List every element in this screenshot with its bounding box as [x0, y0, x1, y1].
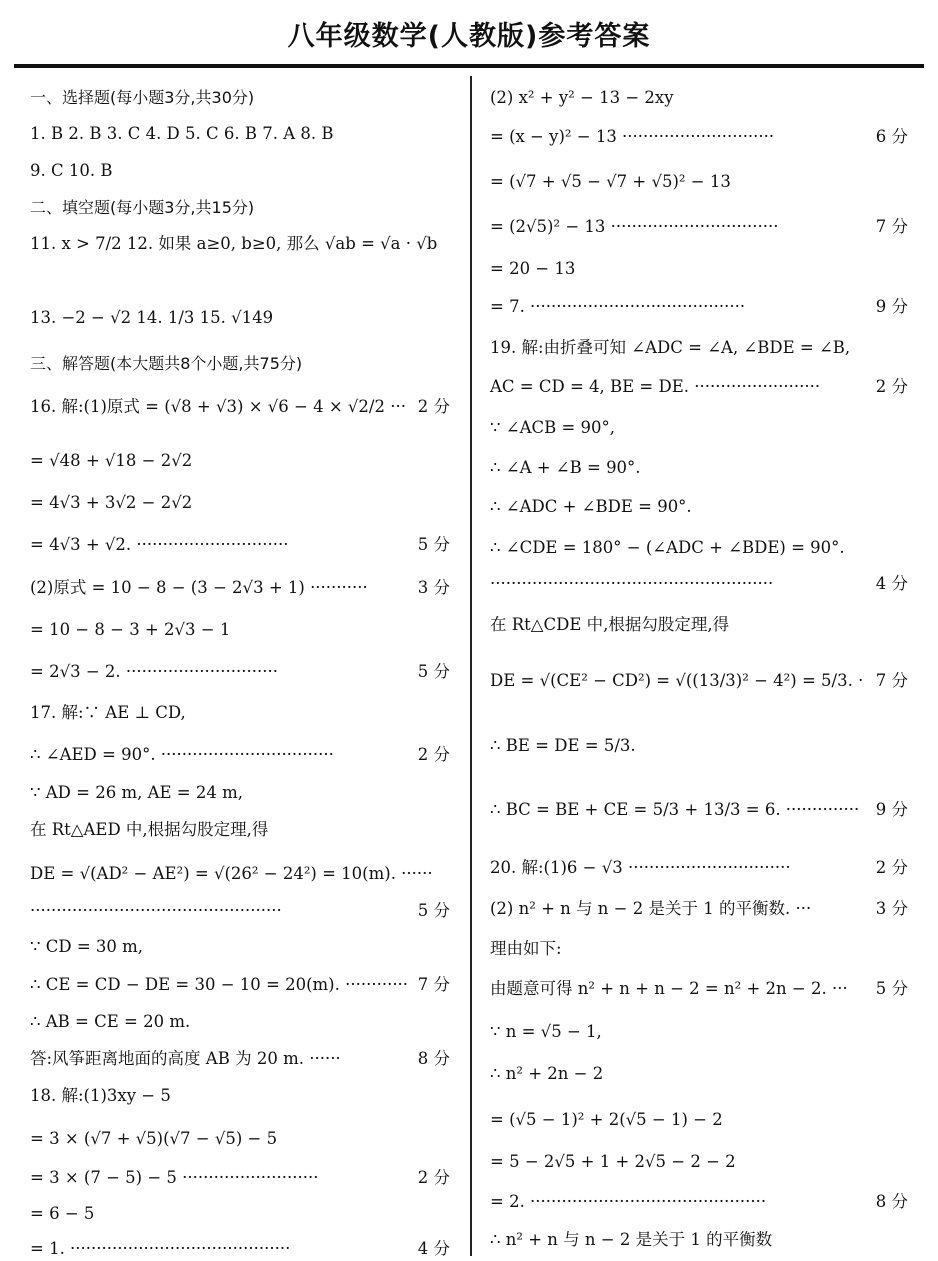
line-text: ∵ n = √5 − 1, — [490, 1022, 602, 1041]
line-text: = 4√3 + √2. ····························· — [30, 535, 289, 554]
right-line — [490, 937, 908, 961]
line-text: = 3 × (7 − 5) − 5 ·························· — [30, 1168, 319, 1187]
right-line — [490, 669, 908, 693]
line-text: DE = √(CE² − CD²) = √((13/3)² − 4²) = 5/3. · — [490, 671, 864, 690]
right-line — [490, 295, 908, 319]
score-label: 3 分 — [417, 578, 450, 597]
right-line — [490, 536, 908, 560]
line-text: ∴ ∠CDE = 180° − (∠ADC + ∠BDE) = 90°. — [490, 538, 845, 557]
line-text: ∴ CE = CD − DE = 30 − 10 = 20(m). ············ — [30, 975, 409, 994]
right-line — [490, 1020, 908, 1044]
page-title: 八年级数学(人教版)参考答案 — [287, 21, 651, 52]
right-line — [490, 734, 908, 758]
left-line — [30, 743, 450, 767]
line-text: ∵ ∠ACB = 90°, — [490, 418, 616, 437]
line-text: ∵ AD = 26 m, AE = 24 m, — [30, 783, 243, 802]
line-text: 二、填空题(每小题3分,共15分) — [30, 198, 255, 217]
line-text: (2) x² + y² − 13 − 2xy — [490, 88, 674, 107]
score-label: 5 分 — [417, 901, 450, 920]
line-text: = 4√3 + 3√2 − 2√2 — [30, 493, 193, 512]
line-text: 19. 解:由折叠可知 ∠ADC = ∠A, ∠BDE = ∠B, — [490, 338, 851, 357]
score-label: 4 分 — [417, 1239, 450, 1258]
left-line — [30, 1202, 450, 1226]
line-text: 一、选择题(每小题3分,共30分) — [30, 88, 255, 107]
right-line — [490, 86, 908, 110]
left-line — [30, 491, 450, 515]
right-line — [490, 257, 908, 281]
column-divider — [470, 76, 472, 1256]
left-line — [30, 701, 450, 725]
score-label: 5 分 — [875, 979, 908, 998]
left-line — [30, 862, 450, 886]
left-line — [30, 935, 450, 959]
line-text: DE = √(AD² − AE²) = √(26² − 24²) = 10(m). ······ — [30, 864, 433, 883]
line-text: = 10 − 8 − 3 + 2√3 − 1 — [30, 620, 231, 639]
line-text: 1. B 2. B 3. C 4. D 5. C 6. B 7. A 8. B — [30, 124, 334, 143]
left-line — [30, 449, 450, 473]
score-label: 6 分 — [875, 127, 908, 146]
line-text: 理由如下: — [490, 939, 562, 958]
line-text: (2) n² + n 与 n − 2 是关于 1 的平衡数. ··· — [490, 899, 812, 918]
line-text: = 7. ········································· — [490, 297, 746, 316]
score-label: 4 分 — [875, 574, 908, 593]
line-text: = 2. ············································· — [490, 1192, 767, 1211]
line-text: = √48 + √18 − 2√2 — [30, 451, 193, 470]
score-label: 5 分 — [417, 662, 450, 681]
line-text: 11. x > 7/2 12. 如果 a≥0, b≥0, 那么 √ab = √a · √b — [30, 234, 438, 253]
left-line — [30, 122, 450, 146]
line-text: = 3 × (√7 + √5)(√7 − √5) − 5 — [30, 1129, 278, 1148]
left-line — [30, 533, 450, 557]
score-label: 7 分 — [417, 975, 450, 994]
line-text: ∴ AB = CE = 20 m. — [30, 1012, 191, 1031]
left-line — [30, 576, 450, 600]
line-text: 18. 解:(1)3xy − 5 — [30, 1086, 171, 1105]
right-line — [490, 798, 908, 822]
score-label: 2 分 — [875, 858, 908, 877]
left-line — [30, 618, 450, 642]
right-line — [490, 897, 908, 921]
right-line — [490, 336, 908, 360]
top-divider — [14, 64, 924, 68]
left-line — [30, 660, 450, 684]
right-line — [490, 1150, 908, 1174]
right-line — [490, 977, 908, 1001]
left-line — [30, 899, 450, 923]
left-line — [30, 306, 450, 330]
right-line — [490, 215, 908, 239]
line-text: 13. −2 − √2 14. 1/3 15. √149 — [30, 308, 274, 327]
score-label: 7 分 — [875, 671, 908, 690]
left-line — [30, 159, 450, 183]
line-text: (2)原式 = 10 − 8 − (3 − 2√3 + 1) ··········· — [30, 578, 368, 597]
line-text: = 20 − 13 — [490, 259, 576, 278]
right-line — [490, 1108, 908, 1132]
score-label: 2 分 — [875, 377, 908, 396]
right-line — [490, 1228, 908, 1252]
line-text: = 6 − 5 — [30, 1204, 95, 1223]
left-line — [30, 1010, 450, 1034]
score-label: 8 分 — [417, 1049, 450, 1068]
right-line — [490, 1190, 908, 1214]
left-line — [30, 196, 450, 220]
line-text: 17. 解:∵ AE ⊥ CD, — [30, 703, 186, 722]
right-line — [490, 613, 908, 637]
right-line — [490, 170, 908, 194]
left-line — [30, 352, 450, 376]
right-line — [490, 856, 908, 880]
line-text: ················································ — [30, 901, 282, 920]
score-label: 3 分 — [875, 899, 908, 918]
line-text: = 1. ·········································· — [30, 1239, 291, 1258]
line-text: 16. 解:(1)原式 = (√8 + √3) × √6 − 4 × √2/2 ··· — [30, 397, 406, 416]
left-line — [30, 1084, 450, 1108]
line-text: ∴ ∠AED = 90°. ································· — [30, 745, 334, 764]
left-line — [30, 1166, 450, 1190]
line-text: ∵ CD = 30 m, — [30, 937, 144, 956]
score-label: 9 分 — [875, 297, 908, 316]
line-text: 由题意可得 n² + n + n − 2 = n² + 2n − 2. ··· — [490, 979, 848, 998]
right-line — [490, 572, 908, 596]
score-label: 8 分 — [875, 1192, 908, 1211]
left-line — [30, 781, 450, 805]
right-line — [490, 375, 908, 399]
line-text: ∴ n² + 2n − 2 — [490, 1064, 604, 1083]
line-text: ∴ ∠ADC + ∠BDE = 90°. — [490, 497, 692, 516]
line-text: = (2√5)² − 13 ································ — [490, 217, 779, 236]
right-line — [490, 495, 908, 519]
right-line — [490, 125, 908, 149]
line-text: ······················································ — [490, 574, 774, 593]
line-text: 在 Rt△CDE 中,根据勾股定理,得 — [490, 615, 730, 634]
line-text: 答:风筝距离地面的高度 AB 为 20 m. ······ — [30, 1049, 341, 1068]
left-line — [30, 1047, 450, 1071]
right-line — [490, 456, 908, 480]
right-line — [490, 416, 908, 440]
left-line — [30, 818, 450, 842]
right-line — [490, 1062, 908, 1086]
score-label: 9 分 — [875, 800, 908, 819]
score-label: 2 分 — [417, 745, 450, 764]
line-text: AC = CD = 4, BE = DE. ························ — [490, 377, 821, 396]
score-label: 7 分 — [875, 217, 908, 236]
line-text: = 5 − 2√5 + 1 + 2√5 − 2 − 2 — [490, 1152, 736, 1171]
line-text: ∴ BE = DE = 5/3. — [490, 736, 636, 755]
score-label: 2 分 — [417, 1168, 450, 1187]
line-text: = (√5 − 1)² + 2(√5 − 1) − 2 — [490, 1110, 723, 1129]
line-text: = 2√3 − 2. ····························· — [30, 662, 278, 681]
line-text: ∴ n² + n 与 n − 2 是关于 1 的平衡数 — [490, 1230, 773, 1249]
score-label: 5 分 — [417, 535, 450, 554]
left-line — [30, 1237, 450, 1261]
line-text: 9. C 10. B — [30, 161, 113, 180]
left-line — [30, 395, 450, 419]
left-line — [30, 1127, 450, 1151]
line-text: ∴ ∠A + ∠B = 90°. — [490, 458, 641, 477]
left-line — [30, 973, 450, 997]
left-line — [30, 232, 450, 256]
line-text: 20. 解:(1)6 − √3 ······························· — [490, 858, 791, 877]
line-text: 三、解答题(本大题共8个小题,共75分) — [30, 354, 303, 373]
line-text: = (x − y)² − 13 ····························· — [490, 127, 775, 146]
line-text: 在 Rt△AED 中,根据勾股定理,得 — [30, 820, 269, 839]
left-line — [30, 86, 450, 110]
line-text: ∴ BC = BE + CE = 5/3 + 13/3 = 6. ·············· — [490, 800, 860, 819]
score-label: 2 分 — [417, 397, 450, 416]
line-text: = (√7 + √5 − √7 + √5)² − 13 — [490, 172, 731, 191]
